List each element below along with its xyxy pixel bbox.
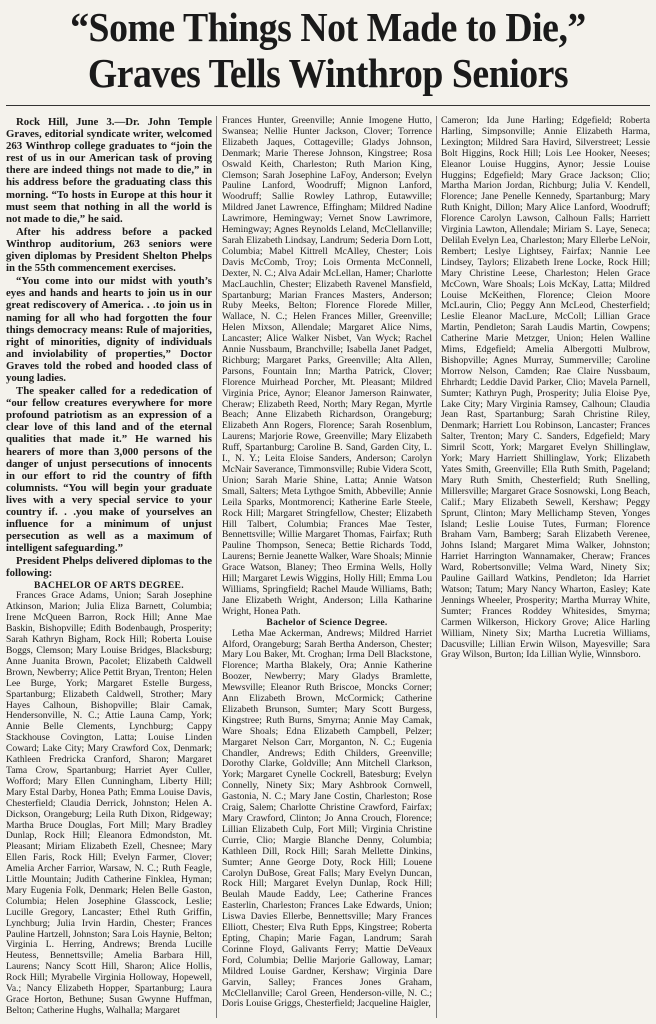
column-divider	[436, 116, 437, 1018]
arts-names-part-2: Frances Hunter, Greenville; Annie Imogene Hutto, Swansea; Nellie Hunter Jackson, Clover; Torrence Elizabeth Jaques, Cottageville; Gladys Johnson, Denmark; Marie Therese Johnson, Kingstree; Rosa Oswald Keith, Charleston; Ruth Marion King, Clemson; Sarah Josephine LaFoy, Anderson; Evelyn Pauline Lanford, Woodruff; Mignon Lanford, Woodruff; Sallie Rowley Lathrop, Eutawville; Mildred Janet Lawrence, Effingham; Mildred Nadine Lawrimore, Hemingway; Vernet Snow Lawrimore, Hemingway; Agnes Reynolds Leland, McClellanville; Sarah Elizabeth Lindsay, Landrum; Sederia Dorn Lott, Columbia; Mabel Kittrell McAlley, Chester; Lois Davis McComb, Troy; Lois Ormenta McConnell, Dexter, N. C.; Alva Adair McLellan, Hamer; Charlotte MacLauchlin, Chester; Elizabeth Ravenel Mansfield, Spartanburg; Marian Frances Masters, Anderson; Ruby Meeks, Belton; Florence Florede Miller, Wallace, N. C.; Helen Frances Miller, Greenville; Helen Mixson, Allendale; Margaret Alice Nims, Lancaster; Alice Walker Nisbet, Van Wyck; Rachel Annie Nussbaum, Branchville; Isabella Janet Padget, Richburg; Margaret Parks, Greenville; Alta Allen, Parsons, Fountain Inn; Martha Patrick, Clover; Florence Muirhead Porcher, Mt. Pleasant; Mildred Virginia Price, Aynor; Eleanor Jamerson Rainwater, Cheraw; Elizabeth Reed, North; Mary Regan, Myrtle Beach; Anne Elizabeth Richardson, Orangeburg; Elizabeth Ann Rogers, Florence; Sarah Rosenblum, Laurens; Marjorie Rowe, Greenville; Mary Elizabeth Ruff, Spartanburg; Caroline B. Sand, Garden City, L. I., N. Y.; Leita Eloise Sanders, Anderson; Carolyn McNair Saverance, Timmonsville; Rubie Videra Scott, Union; Sarah Marie Shine, Latta; Annie Watson Small, Salters; Meta Lythgoe Smith, Abbeville; Annie Leila Sparks, Montmorenci; Katherine Earle Steele, Rock Hill; Margaret Stringfellow, Chester; Elizabeth Hill Talbert, Columbia; Frances Mae Tester, Bennettsville; Willie Margaret Thomas, Fairfax; Ruth Pauline Thompson, Seneca; Bettie Richards Todd, Laurens; Bernie Jeanette Walker, Ware Shoals; Minnie Grace Watson, Blaney; Theo Ermina Wells, Holly Hill; Margaret Lewis Wiggins, Holly Hill; Emma Lou Williams, Springfield; Rachel Maude Williams, Bath; Jane Elizabeth Wright, Anderson; Lilla Katharine Wright, Honea Path.	[222, 116, 432, 617]
lead-paragraph: “You come into our midst with youth’s eyes and hands and hearts to join us in our great rediscovery of America. . .to join us in naming for all who had forgotten the four things democracy means: Rule of majorities, right of minorities, dignity of individuals and inviolability of properties,” Doctor Graves told the robed and hooded class of young ladies.	[6, 275, 212, 384]
article-column-1	[6, 116, 212, 1018]
arts-names-part-1: Frances Grace Adams, Union; Sarah Josephine Atkinson, Marion; Julia Eliza Barnett, Columbia; Irene McQueen Barron, Rock Hill; Anne Mae Baskin, Bishopville; Edith Bodenbaugh, Prosperity; Sarah Kathryn Bigham, Rock Hill; Roberta Louise Boggs, Clemson; Mary Louise Bridges, Blacksburg; Anne Juanita Brown, Pacolet; Elizabeth Caldwell Brown, Newberry; Alice Pettit Bryan, Trenton; Helen Lee Burge, York; Margaret Estelle Burgess, Spartanburg; Elizabeth Caldwell, Strother; Mary Hayes Calhoun, Bishopville; Blair Camak, Hendersonville, N. C.; Attie Launa Camp, York; Annie Belle Clements, Lynchburg; Cappy Stackhouse Covington, Latta; Louise Linden Coward; Lake City; Mary Crawford Cox, Denmark; Kathleen Fredricka Cranford, Sharon; Margaret Tama Crow, Spartanburg; Harriet Ayer Culler, Wofford; Mary Ellen Cunningham, Liberty Hill; Mary Estal Darby, Honea Path; Emma Louise Davis, Chesterfield; Claudia Derrick, Johnston; Helen A. Dickson, Orangeburg; Leila Ruth Dixon, Ridgeway; Martha Bruce Douglas, Fort Mill; Mary Bradley Dunlap, Rock Hill; Eleanora Edmondston, Mt. Pleasant; Miriam Elizabeth Ezell, Chesnee; Mary Ellen Faris, Rock Hill; Evelyn Farmer, Clover; Amelia Archer Farrior, Warsaw, N. C.; Ruth Feagle, Little Mountain; Judith Catherine Finklea, Hyman; Mary Eugenia Folk, Denmark; Helen Belle Gaston, Columbia; Helen Josephine Glasscock, Leslie; Lucille Gregory, Lancaster; Ethel Ruth Griffin, Lynchburg; Julia Irvin Hardin, Chester; Frances Pauline Hartzell, Johnston; Sara Lois Haynie, Belton; Virginia L. Herring, Andrews; Brenda Lucille Heutess, Bennettsville; Amelia Barbara Hill, Laurens; Nancy Scott Hill, Sharon; Alice Hollis, Rock Hill; Myrabelle Virginia Holloway, Hopewell, Va.; Nancy Elizabeth Hopper, Spartanburg; Laura Grace Horton, Bethune; Susan Gwynne Huffman, Belton; Catherine Hughs, Walhalla; Margaret	[6, 590, 212, 1016]
arts-degree-heading: BACHELOR OF ARTS DEGREE.	[34, 579, 184, 591]
headline	[32, 4, 624, 96]
science-degree-heading: Bachelor of Science Degree.	[266, 616, 388, 628]
science-names-part-1: Letha Mae Ackerman, Andrews; Mildred Harriet Alford, Orangeburg; Sarah Bertha Anderson, Chester; Mary Lou Baker, Mt. Croghan; Irma Dell Blackstone, Florence; Martha Blakely, Ora; Annie Katherine Boozer, Newberry; Mary Gladys Bramlette, Mewsville; Eleanor Ruth Briscoe, Moncks Corner; Ann Elizabeth Brown, McCormick; Catherine Elizabeth Brunson, Sumter; Mary Scott Burgess, Kingstree; Ruth Burns, Smyrna; Annie May Camak, Ware Shoals; Edna Elizabeth Campbell, Pelzer; Margaret Nelson Carr, Morganton, N. C.; Eugenia Chandler, Andrews; Edith Childers, Greenville; Dorothy Clarke, Goldville; Ann Mitchell Clarkson, York; Margaret Cynelle Cockrell, Batesburg; Evelyn Connelly, Ninety Six; Mary Ashbrook Cornwell, Gastonia, N. C.; Mary Jane Costin, Charleston; Rose Craig, Salem; Charlotte Christine Crawford, Fairfax; Mary Crawford, Clinton; Jo Anna Crouch, Florence; Lillian Elizabeth Culp, Fort Mill; Virginia Christine Currie, Clio; Margie Blanche Denny, Columbia; Kathleen Dill, Rock Hill; Sarah Mellette Dinkins, Sumter; Anne George Doty, Rock Hill; Louene Carolyn DuBose, Great Falls; Mary Evelyn Duncan, Rock Hill; Margaret Evelyn Dunlap, Rock Hill; Beulah Maude Eaddy, Lee; Catherine Frances Easterlin, Charleston; Frances Lake Edwards, Union; Liswa Davies Ellerbe, Bennettsville; Mary Frances Elliott, Chester; Elva Ruth Epps, Kingstree; Roberta Epting, Chapin; Marie Fagan, Landrum; Sarah Corinne Floyd, Galivants Ferry; Mattie DeVeaux Ford, Columbia; Dellie Marjorie Galloway, Lamar; Mildred Louise Gardner, Kershaw; Virginia Dare Garvin, Salley; Frances Jones Graham, McClellanville; Carol Green, Henderson-ville, N. C.; Doris Louise Griggs, Chesterfield; Jacqueline Haigler,	[222, 627, 432, 1010]
article-column-2	[222, 116, 432, 1018]
headline-line-1: “Some Things Not Made to Die,”	[70, 4, 586, 50]
column-divider	[216, 116, 217, 1018]
lead-paragraph: After his address before a packed Winthrop auditorium, 263 seniors were given diplomas by President Shelton Phelps in the 55th commencement exercises.	[6, 225, 212, 275]
lead-paragraph: The speaker called for a rededication of “our fellow creatures everywhere for more profound patriotism as an expression of a clear love of this land and of the eternal qualities that made it.” He warned his hearers of more than 3,000 persons of the danger of unjust persecutions of innocents in our effort to rid the country of fifth columnists. “You will begin your graduate lives with a very special service to your country if. . .you make of yourselves an influence for a minimum of unjust persecution as well as a maximum of intelligent safeguarding.”	[6, 385, 212, 555]
article-column-3	[441, 116, 650, 1018]
science-names-part-2: Cameron; Ida June Harling; Edgefield; Roberta Harling, Simpsonville; Annie Elizabeth Harma, Lexington; Mildred Sara Havird, Silverstreet; Lessie Bolt Higgins, Rock Hill; Lois Lee Hooker, Neeses; Eleanor Louise Huggins, Aynor; Jessie Louise Huggins; Edgefield; Mary Grace Jackson; Clio; Martha Marion Jordan, Richburg; Julia V. Kendell, Florence; Jane Penelle Kennedy, Spartanburg; Mary Ruth Knight, Dillon; Mary Alice Lanford, Woodruff; Florence Carolyn Lawson, Calhoun Falls; Harriett Virginia Lawton, Allendale; Miriam S. Laye, Seneca; Delilah Evelyn Lea, Charleston; Mary Ellerbe LeNoir, Rembert; Leslye Lightsey, Fairfax; Nannie Lee Lindsey, Taylors; Elizabeth Irene Locke, Rock Hill; Mary Christine Leese, Charleston; Helen Grace McCown, Ware Shoals; Lois McKay, Latta; Mildred Louise McKeithen, Florence; Cleion Moore McLaurin, Clio; Peggy Ann McLeod, Chesterfield; Leslie Eleanor MacLure, McColl; Lillian Grace Martin, Pendleton; Sarah Laudis Martin, Cowpens; Catherine Marie Metzger, Union; Helen Walline Mims, Edgefield; Amelia Albergotti Mulbrow, Bishopville; Agnes Murray, Summerville; Caroline Morrow Nelson, Camden; Rae Claire Nussbaum, Ehrhardt; Leddie David Parker, Clio; Mavela Parnell, Sumter; Kathryn Pugh, Prosperity; Julia Eloise Pye, Lake City; Mary Virginia Ramsey, Calhoun; Claudia Jean Rast, Spartanburg; Sarah Christine Riley, Denmark; Harriett Lou Robinson, Lancaster; Frances Salter, Trenton; Mary C. Sanders, Edgefield; Mary Simril Scott, York; Margaret Evelyn Shillinglaw, York; Mary Harriett Shillinglaw, York; Elizabeth Yates Smith, Greenville; Ella Ruth Smith, Pageland; Mary Ruth Smith, Chesterfield; Ruth Snelling, Millersville; Margaret Grace Sosnowski, Long Beach, Calif.; Mary Elizabeth Sewell, Kershaw; Peggy Sprunt, Clinton; Mary Mellichamp Steven, Yonges Island; Leslie Louise Tutes, Furman; Florence Braham Varn, Bamberg; Sarah Elizabeth Verenee, Johns Island; Margaret Mima Walker, Johnston; Harriet Harrington Wannamaker, Cheraw; Frances Ward, Robertsonville; Velma Ward, Ninety Six; Pauline Gaillard Watkins, Pendleton; Ida Harriet Watson; Tatum; Mary Nancy Wharton, Easley; Kate Jennings Wheeler, Prosperity; Martha Murray White, Sumter; Frances Roddey Whitesides, Smyrna; Carmen Wilkerson, Hickory Grove; Alice Harling William, Ninety Six; Martha Lucretia Williams, Dacusville; Lillian Erwin Wilson, Mayesville; Sara Gray Wilson, Burton; Ida Lillian Wylie, Winnsboro.	[441, 116, 650, 661]
headline-line-2: Graves Tells Winthrop Seniors	[87, 50, 569, 96]
lead-section	[6, 116, 212, 580]
headline-rule	[6, 105, 650, 106]
lead-paragraph: Rock Hill, June 3.—Dr. John Temple Graves, editorial syndicate writer, welcomed 263 Winthrop college graduates to “join the rest of us in our American task of proving there are indeed things not made to die,” in his address before the graduating class this morning. “To hosts in Europe at this hour it must seem that nothing in all the world is not made to die,” he said.	[6, 116, 212, 225]
lead-paragraph: President Phelps delivered diplomas to the following:	[6, 555, 212, 580]
